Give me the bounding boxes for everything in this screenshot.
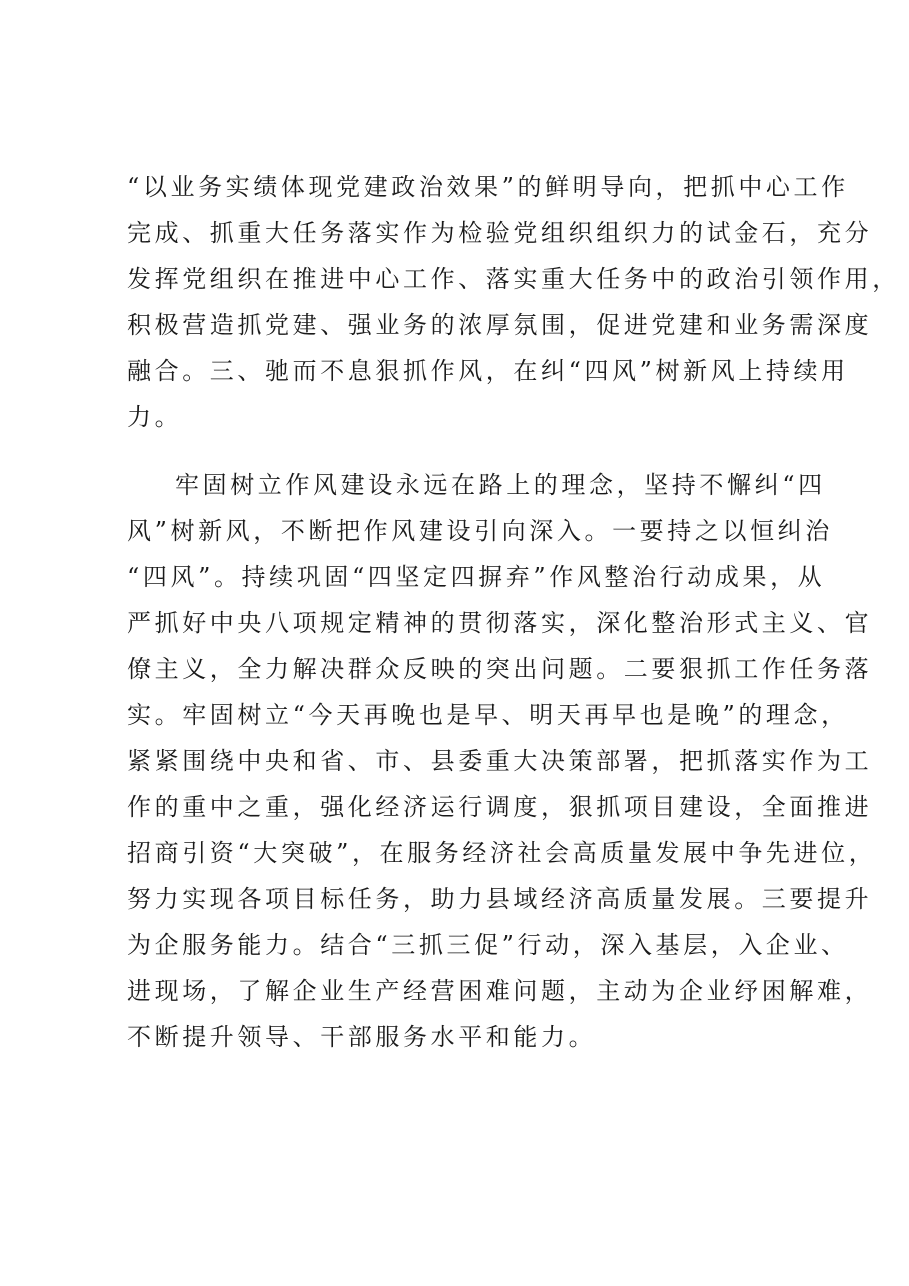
text-line: 紧紧围绕中央和省、市、县委重大决策部署，把抓落实作为工 xyxy=(127,747,873,775)
text-line: 努力实现各项目标任务，助力县域经济高质量发展。三要提升 xyxy=(127,885,873,913)
text-line: 积极营造抓党建、强业务的浓厚氛围，促进党建和业务需深度 xyxy=(127,311,873,339)
paragraph-first-line: 牢固树立作风建设永远在路上的理念，坚持不懈纠“四 xyxy=(175,471,826,499)
text-line: 为企服务能力。结合“三抓三促”行动，深入基层，入企业、 xyxy=(127,931,849,959)
text-line: “以业务实绩体现党建政治效果”的鲜明导向，把抓中心工作 xyxy=(127,173,849,201)
text-line: 实。牢固树立“今天再晚也是早、明天再早也是晚”的理念， xyxy=(127,701,849,729)
text-line: 发挥党组织在推进中心工作、落实重大任务中的政治引领作用， xyxy=(127,265,900,293)
text-line: 僚主义，全力解决群众反映的突出问题。二要狠抓工作任务落 xyxy=(127,655,873,683)
text-line: 风”树新风，不断把作风建设引向深入。一要持之以恒纠治 xyxy=(127,517,833,545)
text-line: 作的重中之重，强化经济运行调度，狠抓项目建设，全面推进 xyxy=(127,793,873,821)
text-line: 力。 xyxy=(127,403,183,431)
text-line: 完成、抓重大任务落实作为检验党组织组织力的试金石，充分 xyxy=(127,219,873,247)
text-line: 进现场，了解企业生产经营困难问题，主动为企业纾困解难， xyxy=(127,977,873,1005)
text-line: 招商引资“大突破”，在服务经济社会高质量发展中争先进位， xyxy=(127,839,877,867)
text-line: 融合。三、驰而不息狠抓作风，在纠“四风”树新风上持续用 xyxy=(127,357,849,385)
text-line: “四风”。持续巩固“四坚定四摒弃”作风整治行动成果，从 xyxy=(127,563,826,591)
text-line: 严抓好中央八项规定精神的贯彻落实，深化整治形式主义、官 xyxy=(127,609,873,637)
text-line: 不断提升领导、干部服务水平和能力。 xyxy=(127,1023,597,1051)
